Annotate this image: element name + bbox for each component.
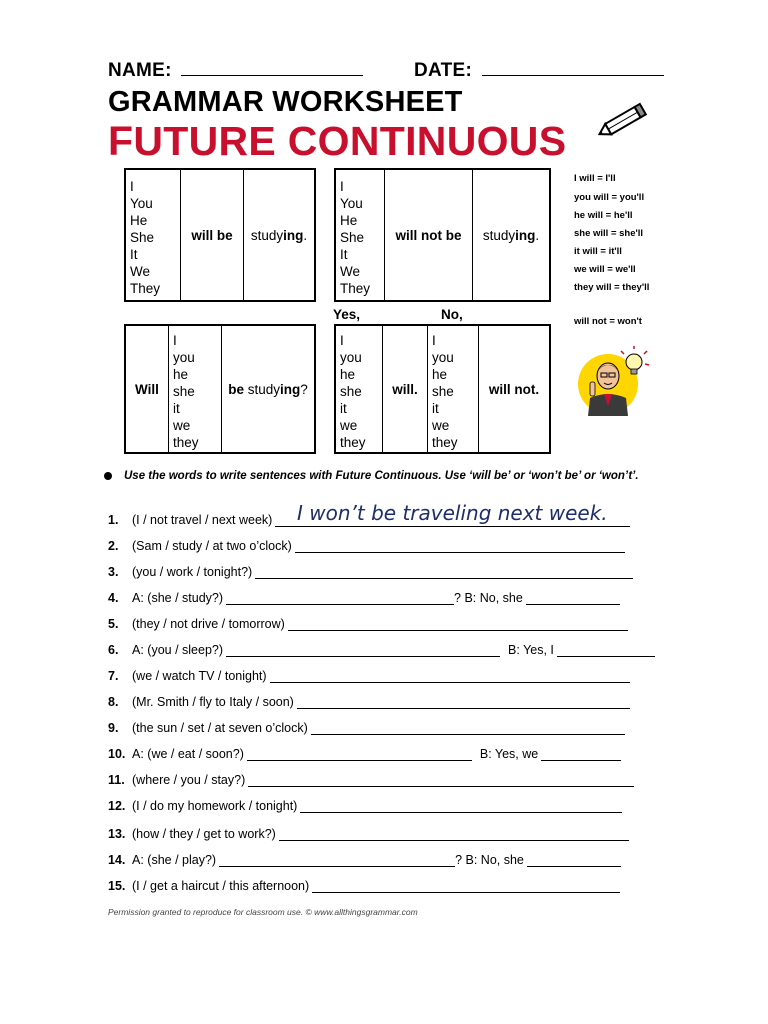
idea-man-illustration (578, 346, 658, 416)
verb-ending: ing (280, 381, 301, 397)
pronoun: you (173, 350, 195, 365)
answer-line[interactable] (295, 540, 625, 553)
pronoun: we (173, 418, 191, 433)
verb-ending: ing (283, 227, 304, 243)
question-11[interactable] (108, 771, 634, 787)
pronoun: they (432, 435, 458, 450)
pronoun: she (340, 384, 362, 399)
contraction-they: they will = they'll (574, 282, 650, 293)
pronoun-column (169, 326, 222, 452)
affirmative-table (124, 168, 316, 302)
pronoun: They (340, 281, 371, 296)
response-line[interactable] (526, 592, 620, 605)
instruction-bullet (104, 472, 112, 480)
contraction-she: she will = she'll (574, 228, 644, 239)
answer-line[interactable] (297, 696, 630, 709)
question-mark: ? (455, 853, 466, 867)
question-prompt: (we / watch TV / tonight) (132, 669, 267, 683)
worksheet-subtitle: FUTURE CONTINUOUS (108, 118, 567, 164)
question-number: 1. (108, 513, 119, 527)
aux-cell: will be (181, 170, 244, 300)
question-15[interactable] (108, 877, 620, 893)
question-table (124, 324, 316, 454)
pronoun: I (173, 333, 177, 348)
question-prompt: (I / get a haircut / this afternoon) (132, 879, 310, 893)
pronoun: we (340, 418, 358, 433)
question-12[interactable] (108, 797, 622, 813)
question-8[interactable] (108, 693, 630, 709)
question-prompt: (I / not travel / next week) (132, 513, 273, 527)
question-7[interactable] (108, 667, 630, 683)
verb-stem: study (250, 227, 284, 243)
name-label: NAME: (108, 60, 172, 81)
question-number: 9. (108, 721, 119, 735)
verb-ending: ing (515, 227, 536, 243)
question-4[interactable] (108, 589, 620, 605)
question-1[interactable] (108, 511, 630, 527)
question-10[interactable] (108, 745, 621, 761)
contraction-will-not: will not = won't (574, 316, 642, 327)
verb-punct: ? (300, 381, 308, 397)
pronoun: he (340, 367, 356, 382)
question-prompt: A: (she / study?) (132, 591, 224, 605)
question-5[interactable] (108, 615, 628, 631)
answer-line[interactable] (255, 566, 633, 579)
response-line[interactable] (541, 748, 621, 761)
answer-line[interactable] (279, 828, 629, 841)
answer-line[interactable] (248, 774, 634, 787)
pronoun-column (336, 170, 385, 300)
answer-line[interactable] (288, 618, 628, 631)
verb-stem: study (482, 227, 516, 243)
pronoun-column (336, 326, 383, 452)
contraction-it: it will = it'll (574, 246, 622, 257)
question-number: 14. (108, 853, 126, 867)
date-label: DATE: (414, 60, 473, 81)
pronoun: It (340, 247, 348, 262)
pronoun: You (340, 196, 363, 211)
verb-cell (244, 170, 314, 300)
answer-line[interactable] (300, 800, 622, 813)
question-14[interactable] (108, 851, 621, 867)
worksheet-title: GRAMMAR WORKSHEET (108, 86, 463, 118)
pronoun: I (432, 333, 436, 348)
contraction-i: I will = I'll (574, 173, 616, 184)
verb-cell (222, 326, 314, 452)
be-word: be (228, 381, 244, 397)
question-prompt: A: (you / sleep?) (132, 643, 224, 657)
name-field[interactable] (108, 60, 363, 82)
pronoun: you (340, 350, 362, 365)
pronoun: he (432, 367, 448, 382)
pencil-icon (596, 98, 656, 142)
question-number: 15. (108, 879, 126, 893)
pronoun: it (340, 401, 347, 416)
aux-cell: Will (126, 326, 169, 452)
question-number: 6. (108, 643, 119, 657)
question-13[interactable] (108, 825, 629, 841)
question-2[interactable] (108, 537, 625, 553)
response-prompt: B: Yes, we (479, 747, 539, 761)
response-line[interactable] (557, 644, 655, 657)
question-prompt: (you / work / tonight?) (132, 565, 253, 579)
question-number: 13. (108, 827, 126, 841)
question-9[interactable] (108, 719, 625, 735)
pronoun: she (173, 384, 195, 399)
pronoun: We (130, 264, 151, 279)
answer-line[interactable] (270, 670, 630, 683)
question-number: 12. (108, 799, 126, 813)
pronoun-column (428, 326, 479, 452)
question-number: 10. (108, 747, 126, 761)
verb-stem: study (243, 381, 281, 397)
pronoun: She (130, 230, 155, 245)
verb-punct: . (303, 227, 308, 243)
negative-table (334, 168, 551, 302)
contraction-you: you will = you'll (574, 192, 645, 203)
aux-cell: will not be (385, 170, 473, 300)
answer-line[interactable] (247, 748, 472, 761)
instruction-text: Use the words to write sentences with Future Continuous. Use ‘will be’ or ‘won’t be’ or ‘won’t’. (124, 470, 639, 482)
question-prompt: (the sun / set / at seven o’clock) (132, 721, 308, 735)
pronoun: He (340, 213, 358, 228)
question-prompt: (they / not drive / tomorrow) (132, 617, 285, 631)
pronoun: it (173, 401, 180, 416)
pronoun: I (130, 179, 134, 194)
pronoun: You (130, 196, 153, 211)
answer-line[interactable] (226, 644, 500, 657)
pronoun: she (432, 384, 454, 399)
pronoun: we (432, 418, 450, 433)
example-answer: I won’t be traveling next week. (297, 501, 608, 525)
date-line (482, 75, 664, 76)
question-number: 5. (108, 617, 119, 631)
pronoun: It (130, 247, 138, 262)
question-number: 7. (108, 669, 119, 683)
contraction-we: we will = we'll (574, 264, 636, 275)
answer-line[interactable] (219, 854, 455, 867)
answer-line[interactable] (311, 722, 625, 735)
verb-punct: . (535, 227, 540, 243)
question-number: 11. (108, 773, 125, 787)
question-6[interactable] (108, 641, 655, 657)
question-prompt: (Mr. Smith / fly to Italy / soon) (132, 695, 294, 709)
answer-line[interactable] (226, 592, 454, 605)
pronoun: it (432, 401, 439, 416)
question-prompt: A: (we / eat / soon?) (132, 747, 244, 761)
copyright-footer: Permission granted to reproduce for classroom use. © www.allthingsgrammar.com (108, 907, 418, 917)
question-mark: ? (454, 591, 465, 605)
name-line (181, 75, 363, 76)
short-answer-table (334, 324, 551, 454)
question-prompt: (I / do my homework / tonight) (132, 799, 298, 813)
response-prompt: B: No, she (465, 853, 524, 867)
pronoun: They (130, 281, 161, 296)
question-number: 8. (108, 695, 119, 709)
answer-line[interactable] (275, 514, 630, 527)
pronoun-column (126, 170, 181, 300)
verb-cell (473, 170, 549, 300)
question-prompt: (Sam / study / at two o’clock) (132, 539, 292, 553)
pronoun: you (432, 350, 454, 365)
question-number: 2. (108, 539, 119, 553)
question-prompt: (how / they / get to work?) (132, 827, 276, 841)
question-number: 4. (108, 591, 119, 605)
pronoun: I (340, 179, 344, 194)
pronoun: they (340, 435, 366, 450)
answer-line[interactable] (312, 880, 620, 893)
pronoun: He (130, 213, 148, 228)
pronoun: they (173, 435, 199, 450)
short-no-aux: will not. (488, 381, 540, 397)
response-prompt: B: No, she (464, 591, 523, 605)
contraction-he: he will = he'll (574, 210, 633, 221)
pronoun: he (173, 367, 189, 382)
short-yes-label: Yes, (333, 307, 361, 322)
question-3[interactable] (108, 563, 633, 579)
pronoun: I (340, 333, 344, 348)
short-no-label: No, (441, 307, 463, 322)
response-prompt: B: Yes, I (508, 643, 554, 657)
response-line[interactable] (527, 854, 621, 867)
question-prompt: (where / you / stay?) (132, 773, 246, 787)
pronoun: She (340, 230, 365, 245)
date-field[interactable] (414, 60, 664, 82)
question-number: 3. (108, 565, 119, 579)
pronoun: We (340, 264, 361, 279)
short-yes-aux: will. (383, 326, 428, 452)
question-prompt: A: (she / play?) (132, 853, 217, 867)
